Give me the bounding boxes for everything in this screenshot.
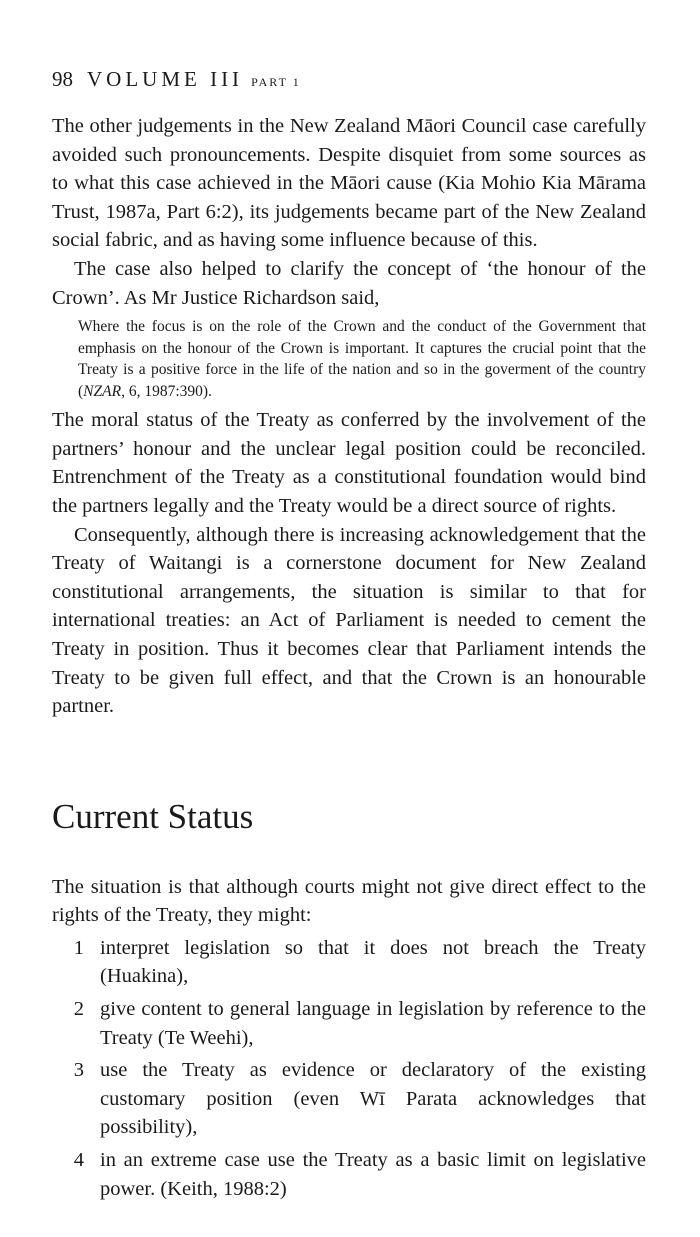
section-intro: The situation is that although courts might not give direct effect to the rights of the Treaty, they might: xyxy=(52,875,646,927)
body-paragraph-2: The case also helped to clarify the concept of ‘the honour of the Crown’. As Mr Justice Richardson said, xyxy=(52,257,646,309)
part-label: PART 1 xyxy=(251,75,301,89)
list-item-text: interpret legislation so that it does not breach the Treaty (Huakina), xyxy=(100,936,646,988)
numbered-list xyxy=(52,934,646,1203)
list-item xyxy=(52,934,646,991)
body-paragraph-1: The other judgements in the New Zealand Māori Council case carefully avoided such pronouncements. Despite disquiet from some sources as to what this case achieved in the Māori cause (Kia Mohio Kia Mārama Trust, 1987a, Part 6:2), its judgements became part of the New Zealand social fabric, and as having some influence because of this. xyxy=(52,115,646,252)
body-paragraph-3: The moral status of the Treaty as conferred by the involvement of the partners’ honour and the unclear legal position could be reconciled. Entrenchment of the Treaty as a constitutional foundation would bind the partners legally and the Treaty would be a direct source of rights. xyxy=(52,409,646,517)
body-paragraph-4: Consequently, although there is increasing acknowledgement that the Treaty of Waitangi is a cornerstone document for New Zealand constitutional arrangements, the situation is similar to that for international treaties: an Act of Parliament is needed to cement the Treaty in position. Thus it becomes clear that Parliament intends the Treaty to be given full effect, and that the Crown is an honourable partner. xyxy=(52,523,646,718)
page-number: 98 xyxy=(52,67,73,91)
list-item-number: 4 xyxy=(73,1149,84,1172)
list-item xyxy=(52,995,646,1052)
list-item-number: 3 xyxy=(73,1059,84,1082)
list-item-text: give content to general language in legislation by reference to the Treaty (Te Weehi), xyxy=(100,998,646,1049)
list-item-number: 2 xyxy=(73,998,84,1021)
volume-label: VOLUME III xyxy=(87,67,244,91)
section-heading: Current Status xyxy=(52,796,254,836)
quote-citation-source: NZAR xyxy=(83,382,122,400)
list-item-text: in an extreme case use the Treaty as a basic limit on legislative power. (Keith, 1988:2) xyxy=(100,1149,646,1200)
list-item-text: use the Treaty as evidence or declaratory of the existing customary position (even Wī Parata acknowledges that possibility), xyxy=(100,1059,646,1139)
quote-citation-detail: , 6, 1987:390). xyxy=(121,382,212,400)
list-item-number: 1 xyxy=(73,936,84,959)
running-head xyxy=(52,64,646,94)
block-quote xyxy=(78,316,646,402)
quote-text: Where the focus is on the role of the Crown and the conduct of the Government that emphasis on the honour of the Crown is important. It captures the crucial point that the Treaty is a positive force in the life of the nation and so in the goverment of the country ( xyxy=(78,318,646,400)
list-item xyxy=(52,1056,646,1142)
book-page xyxy=(52,64,646,1207)
list-item xyxy=(52,1146,646,1203)
